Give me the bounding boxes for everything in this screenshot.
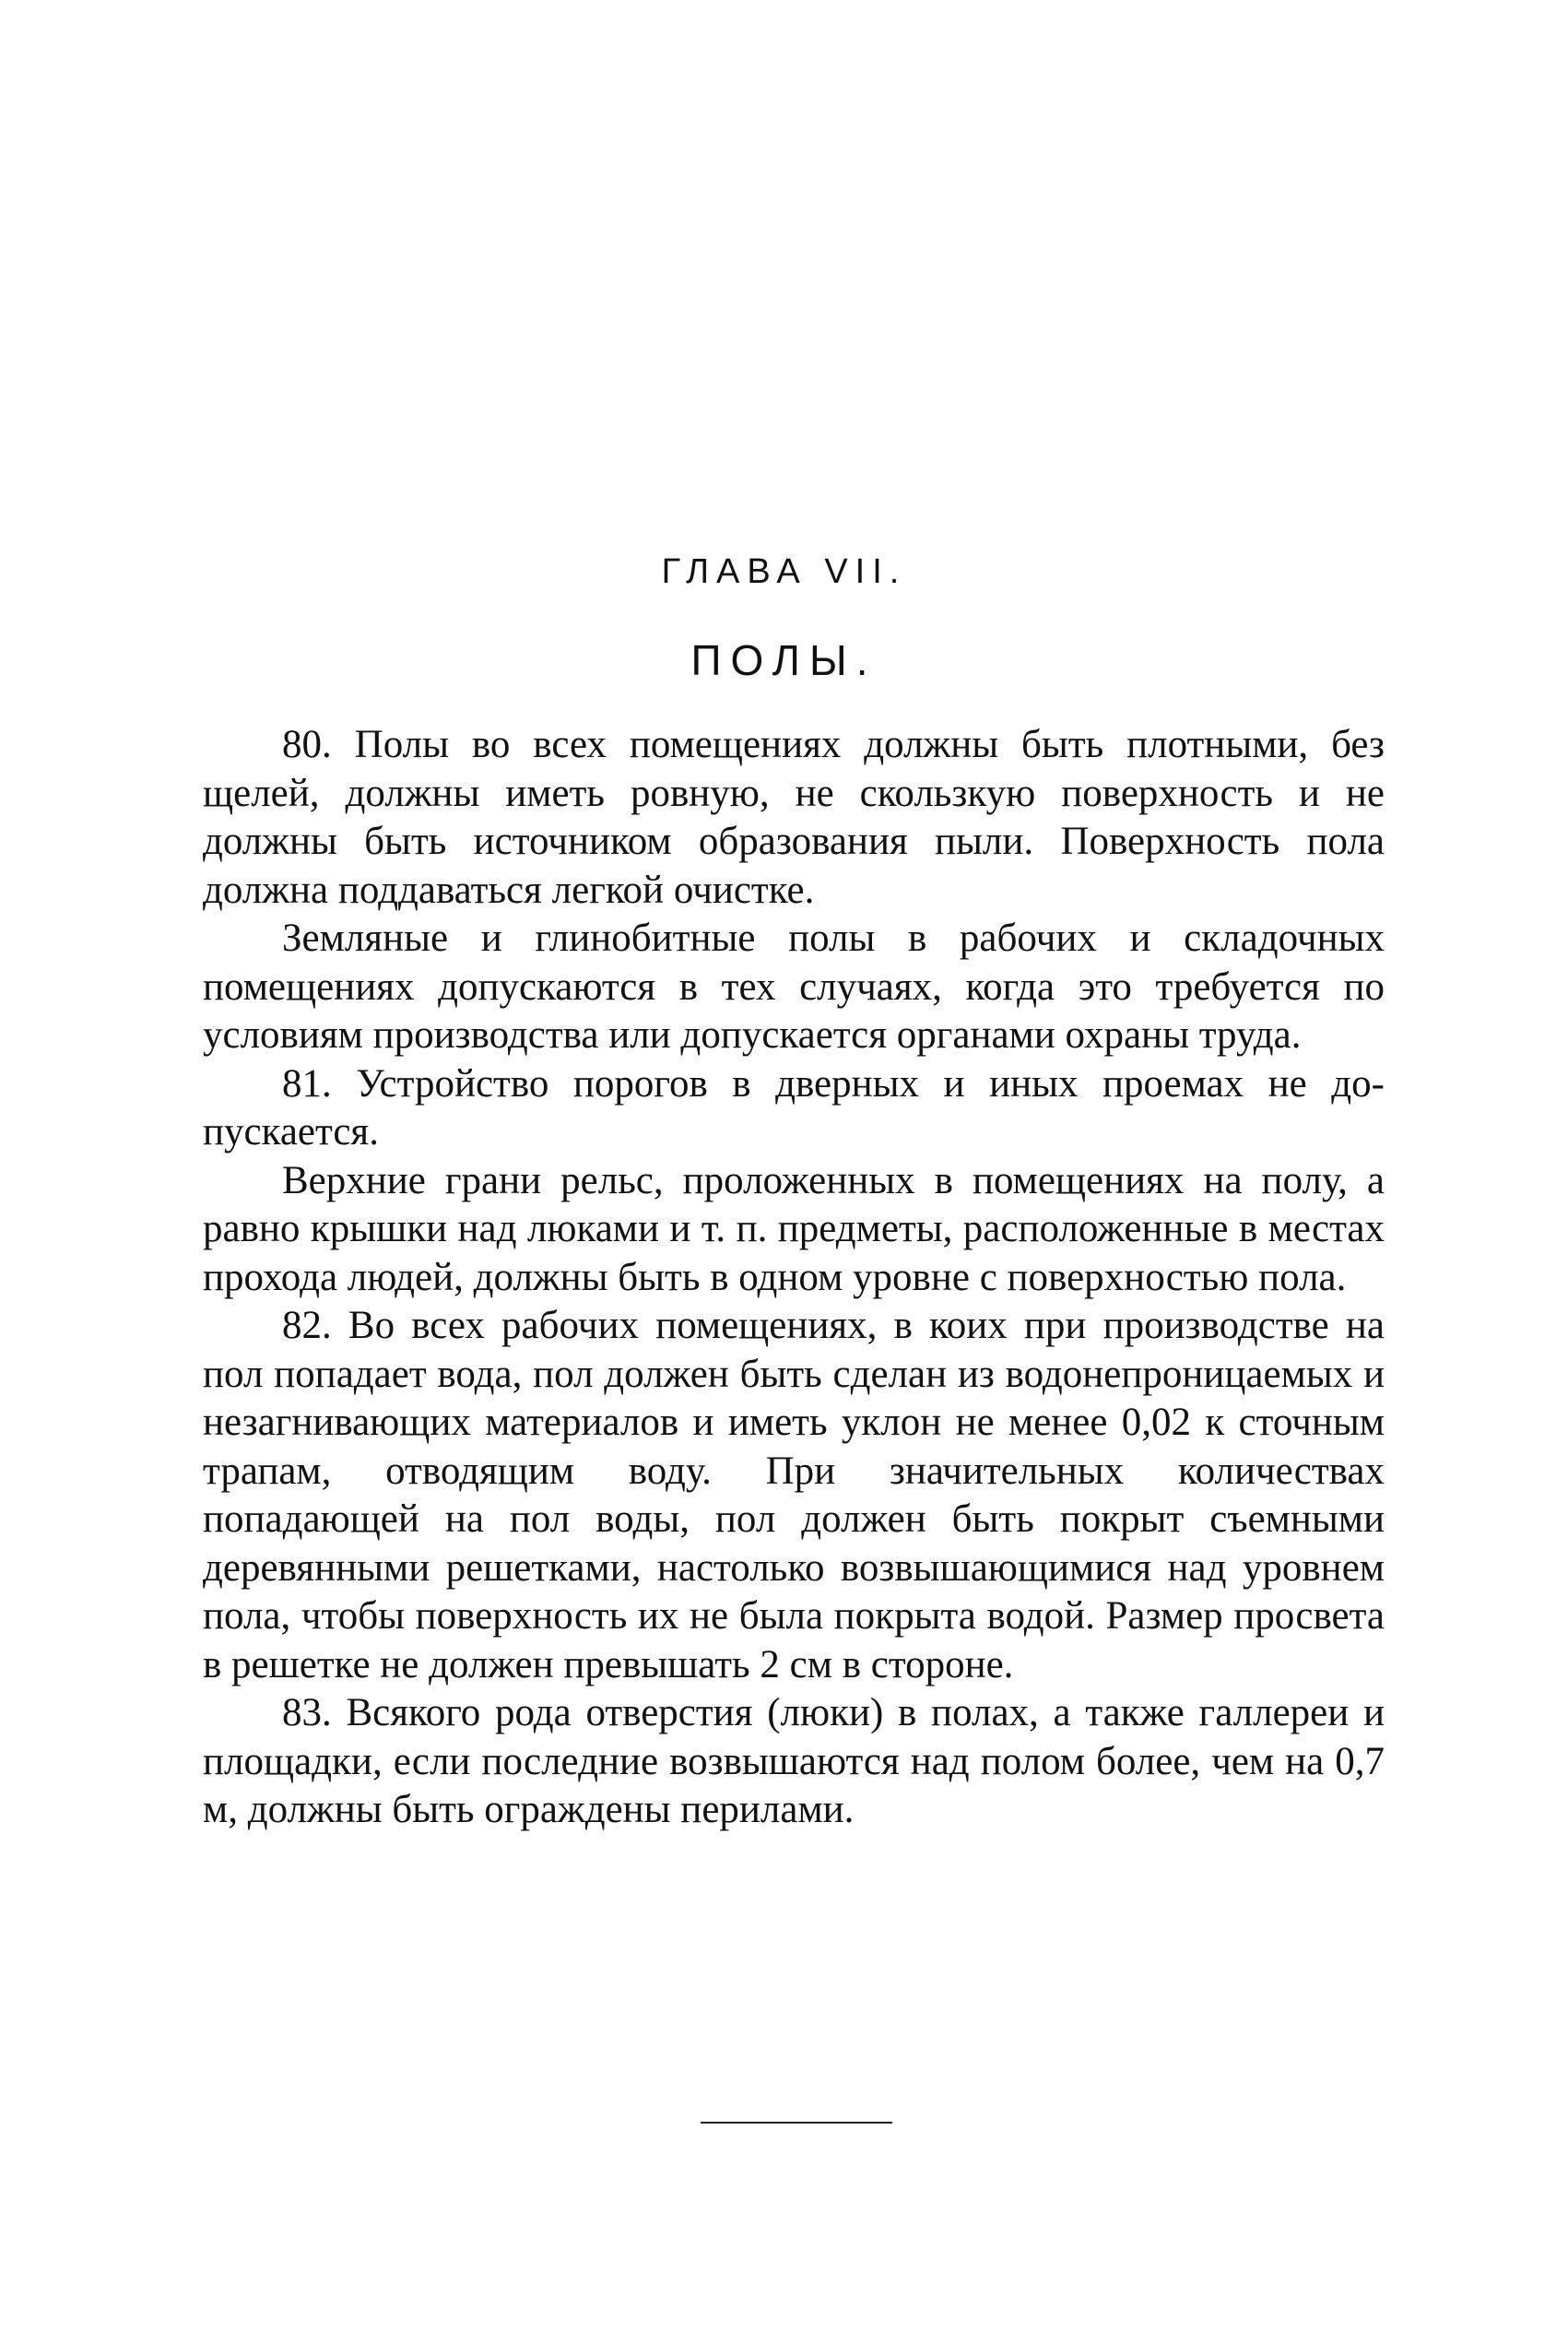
paragraph-80: 80. Полы во всех помещениях должны быть плотными, без щелей, должны иметь ровную, не скользкую поверхность и не должны быть источником образования пыли. Поверхность пола должна поддаваться легкой очистке. <box>203 723 1385 912</box>
paragraph-81-continued: Верхние грани рельс, проложенных в помещениях на полу, а равно крышки над люками и т. п. предметы, расположенные в местах прохода людей, должны быть в одном уровне с поверхностью пола. <box>203 1158 1385 1299</box>
paragraph-80-continued: Земляные и глинобитные полы в рабочих и складочных помещениях допускаются в тех случаях, когда это требуется по условиям производства или допускается органами охраны труда. <box>203 917 1385 1057</box>
paragraph-83: 83. Всякого рода отверстия (люки) в полах, а также галлереи и площадки, если последние возвышаются над полом более, чем на 0,7 м, должны быть ограждены перилами. <box>203 1691 1385 1831</box>
paragraph-82: 82. Во всех рабочих помещениях, в коих при производстве на пол попадает вода, пол должен быть сделан из водонепроницаемых и незагнивающих материалов и иметь уклон не менее 0,02 к сточным трапам, отводящим воду. При значительных количествах попадающей на пол воды, пол должен быть покрыт съемными деревянными решетками, настолько возвышающимися над уровнем пола, чтобы поверхность их не была покрыта водой. Размер просвета в решетке не должен превышать 2 см в стороне. <box>203 1304 1385 1686</box>
section-end-rule <box>701 2122 892 2124</box>
chapter-title: ПОЛЫ. <box>690 636 878 684</box>
chapter-body <box>203 721 1385 1835</box>
paragraph-81: 81. Устройство порогов в дверных и иных проемах не допускается. <box>203 1061 1385 1154</box>
chapter-label: ГЛАВА VII. <box>661 552 907 591</box>
